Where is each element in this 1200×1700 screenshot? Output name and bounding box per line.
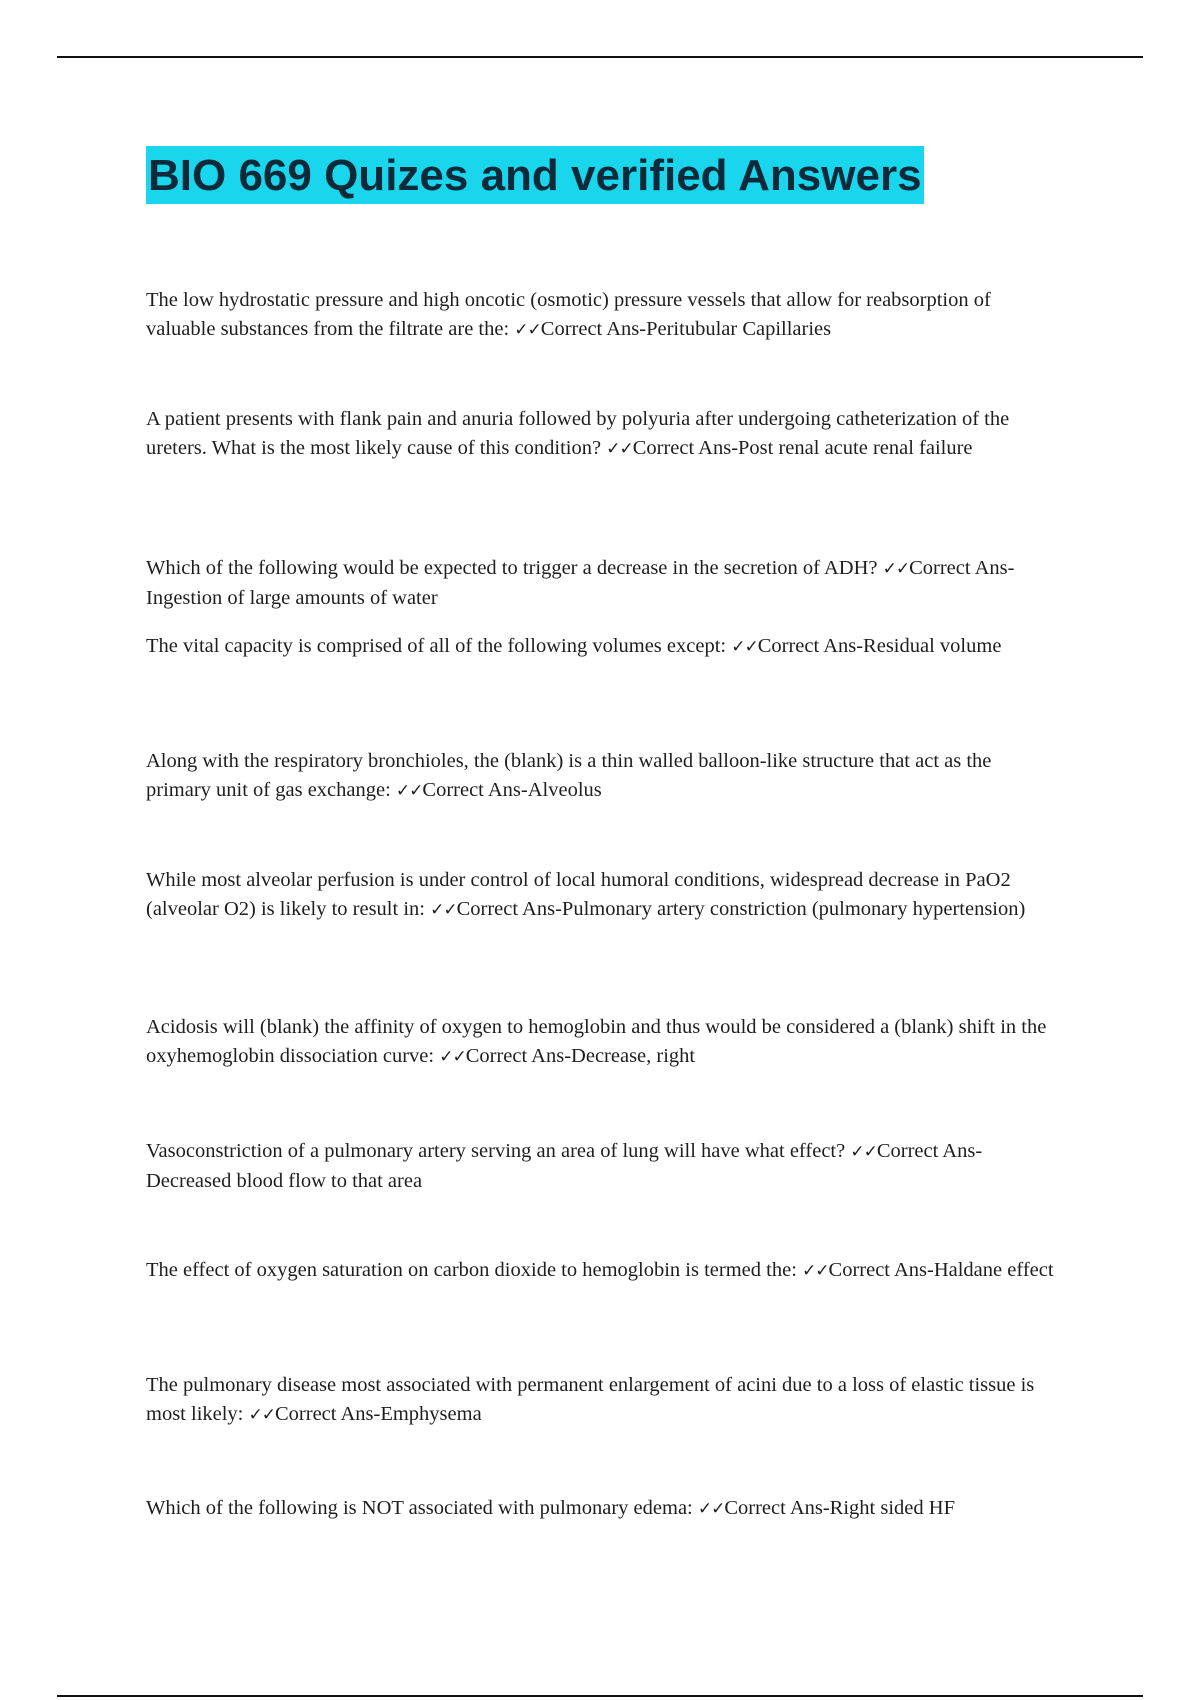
question-text: Along with the respiratory bronchioles, the (blank) is a thin walled balloon-like structure that act as the primary unit of gas exchange: [146,750,992,801]
qa-item [146,1013,1056,1072]
document-title: BIO 669 Quizes and verified Answers [146,146,924,204]
answer-text: Correct Ans-Post renal acute renal failure [632,437,973,459]
qa-item [146,405,1056,464]
question-text: The vital capacity is comprised of all of the following volumes except: [146,635,732,657]
question-text: While most alveolar perfusion is under control of local humoral conditions, widespread decrease in PaO2 (alveolar O2) is likely to result in: [146,869,1011,920]
question-text: Acidosis will (blank) the affinity of oxygen to hemoglobin and thus would be considered a (blank) shift in the oxyhemoglobin dissociation curve: [146,1016,1047,1067]
check-icon: ✓✓ [439,1047,466,1067]
check-icon: ✓✓ [395,781,423,801]
question-text: The pulmonary disease most associated with permanent enlargement of acini due to a loss of elastic tissue is most likely: [146,1374,1035,1425]
answer-text: Correct Ans-Residual volume [757,635,1002,657]
question-text: Which of the following would be expected to trigger a decrease in the secretion of ADH? [146,557,883,579]
answer-text: Correct Ans-Haldane effect [828,1259,1054,1281]
answer-text: Correct Ans-Right sided HF [724,1497,955,1519]
check-icon: ✓✓ [731,637,758,657]
answer-text: Correct Ans-Alveolus [422,779,602,801]
answer-text: Correct Ans-Emphysema [275,1403,482,1425]
qa-item [146,1371,1056,1430]
qa-item [146,286,1056,345]
question-text: Vasoconstriction of a pulmonary artery serving an area of lung will have what effect? [146,1140,851,1162]
question-text: The effect of oxygen saturation on carbon dioxide to hemoglobin is termed the: [146,1259,803,1281]
qa-item [146,1256,1056,1286]
check-icon: ✓✓ [606,439,633,459]
qa-item [146,866,1056,925]
qa-item [146,1494,1056,1524]
qa-item [146,747,1056,806]
question-text: The low hydrostatic pressure and high oncotic (osmotic) pressure vessels that allow for reabsorption of valuable substances from the filtrate are the: [146,289,991,340]
question-text: Which of the following is NOT associated with pulmonary edema: [146,1497,698,1519]
check-icon: ✓✓ [697,1499,725,1519]
check-icon: ✓✓ [514,320,541,340]
answer-text: Correct Ans-Decreased blood flow to that area [146,1140,983,1192]
check-icon: ✓✓ [430,900,457,920]
question-text: A patient presents with flank pain and anuria followed by polyuria after undergoing catheterization of the ureters. What is the most likely cause of this condition? [146,408,1010,459]
title-block [146,146,1046,206]
qa-item [146,632,1056,662]
answer-text: Correct Ans-Peritubular Capillaries [540,318,832,340]
check-icon: ✓✓ [802,1261,829,1281]
qa-item [146,1137,1056,1196]
top-divider [57,56,1143,58]
answer-text: Correct Ans-Decrease, right [465,1045,696,1067]
check-icon: ✓✓ [882,559,910,579]
answer-text: Correct Ans-Pulmonary artery constriction (pulmonary hypertension) [456,898,1026,920]
check-icon: ✓✓ [850,1142,877,1162]
bottom-divider [57,1695,1143,1697]
answer-text: Correct Ans-Ingestion of large amounts of water [146,557,1015,609]
check-icon: ✓✓ [248,1405,275,1425]
qa-item [146,554,1056,613]
